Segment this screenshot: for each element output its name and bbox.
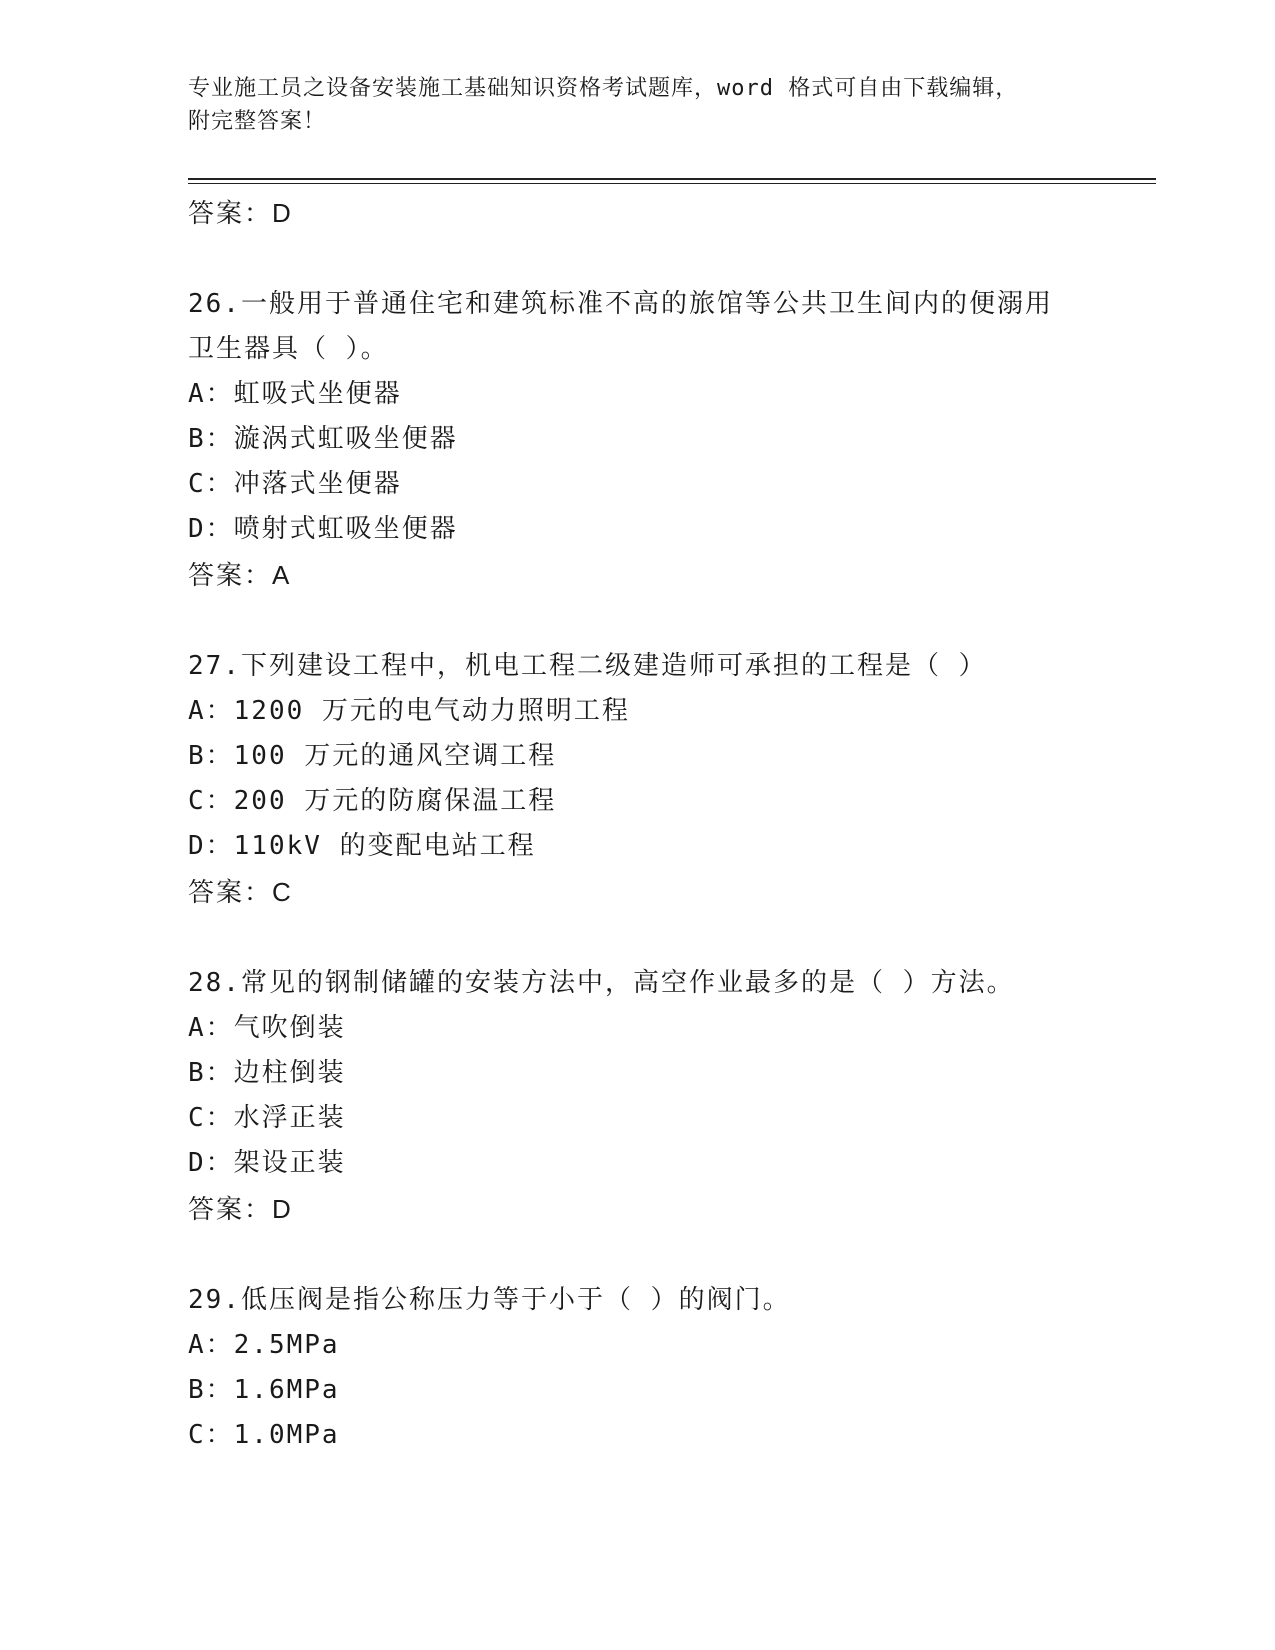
option-c: C：1.0MPa [188,1420,340,1450]
option-a: A：1200 万元的电气动力照明工程 [188,696,630,726]
option-b: B：边柱倒装 [188,1058,346,1088]
question-text [188,961,1088,1006]
question-text [188,644,1088,689]
header-rule-thin [188,183,1156,184]
option-a: A：2.5MPa [188,1330,340,1360]
question-text-line: 26.一般用于普通住宅和建筑标准不高的旅馆等公共卫生间内的便溺用 [188,289,1053,319]
question-text [188,1278,1088,1323]
option-b: B：漩涡式虹吸坐便器 [188,424,458,454]
option-d: D：110kV 的变配电站工程 [188,831,536,861]
option-c: C：冲落式坐便器 [188,469,402,499]
question-27 [188,644,1088,915]
answer-line: 答案：D [188,198,293,228]
option-d: D：喷射式虹吸坐便器 [188,514,458,544]
option-d: D：架设正装 [188,1148,346,1178]
option-b: B：1.6MPa [188,1375,340,1405]
answer-line: 答案：D [188,1194,293,1224]
answer-line: 答案：A [188,560,292,590]
option-a: A：虹吸式坐便器 [188,379,402,409]
header-rule-thick [188,178,1156,180]
spacer [188,598,1088,644]
answer-line: 答案：C [188,877,293,907]
question-29 [188,1278,1088,1458]
question-text [188,282,1088,372]
question-28 [188,961,1088,1232]
spacer [188,915,1088,961]
header-line-1: 专业施工员之设备安装施工基础知识资格考试题库，word 格式可自由下载编辑， [188,76,1019,101]
page-header [188,72,1068,138]
option-b: B：100 万元的通风空调工程 [188,741,557,771]
question-text-line: 27.下列建设工程中，机电工程二级建造师可承担的工程是（ ） [188,651,987,681]
header-line-2: 附完整答案！ [188,109,327,134]
question-text-line: 28.常见的钢制储罐的安装方法中，高空作业最多的是（ ）方法。 [188,968,1015,998]
question-list [188,190,1088,1458]
spacer [188,236,1088,282]
option-c: C：水浮正装 [188,1103,346,1133]
option-c: C：200 万元的防腐保温工程 [188,786,557,816]
question-text-line: 29.低压阀是指公称压力等于小于（ ）的阀门。 [188,1285,791,1315]
question-text-line: 卫生器具（ ）。 [188,334,389,364]
spacer [188,1232,1088,1278]
option-a: A：气吹倒装 [188,1013,346,1043]
question-26 [188,282,1088,598]
